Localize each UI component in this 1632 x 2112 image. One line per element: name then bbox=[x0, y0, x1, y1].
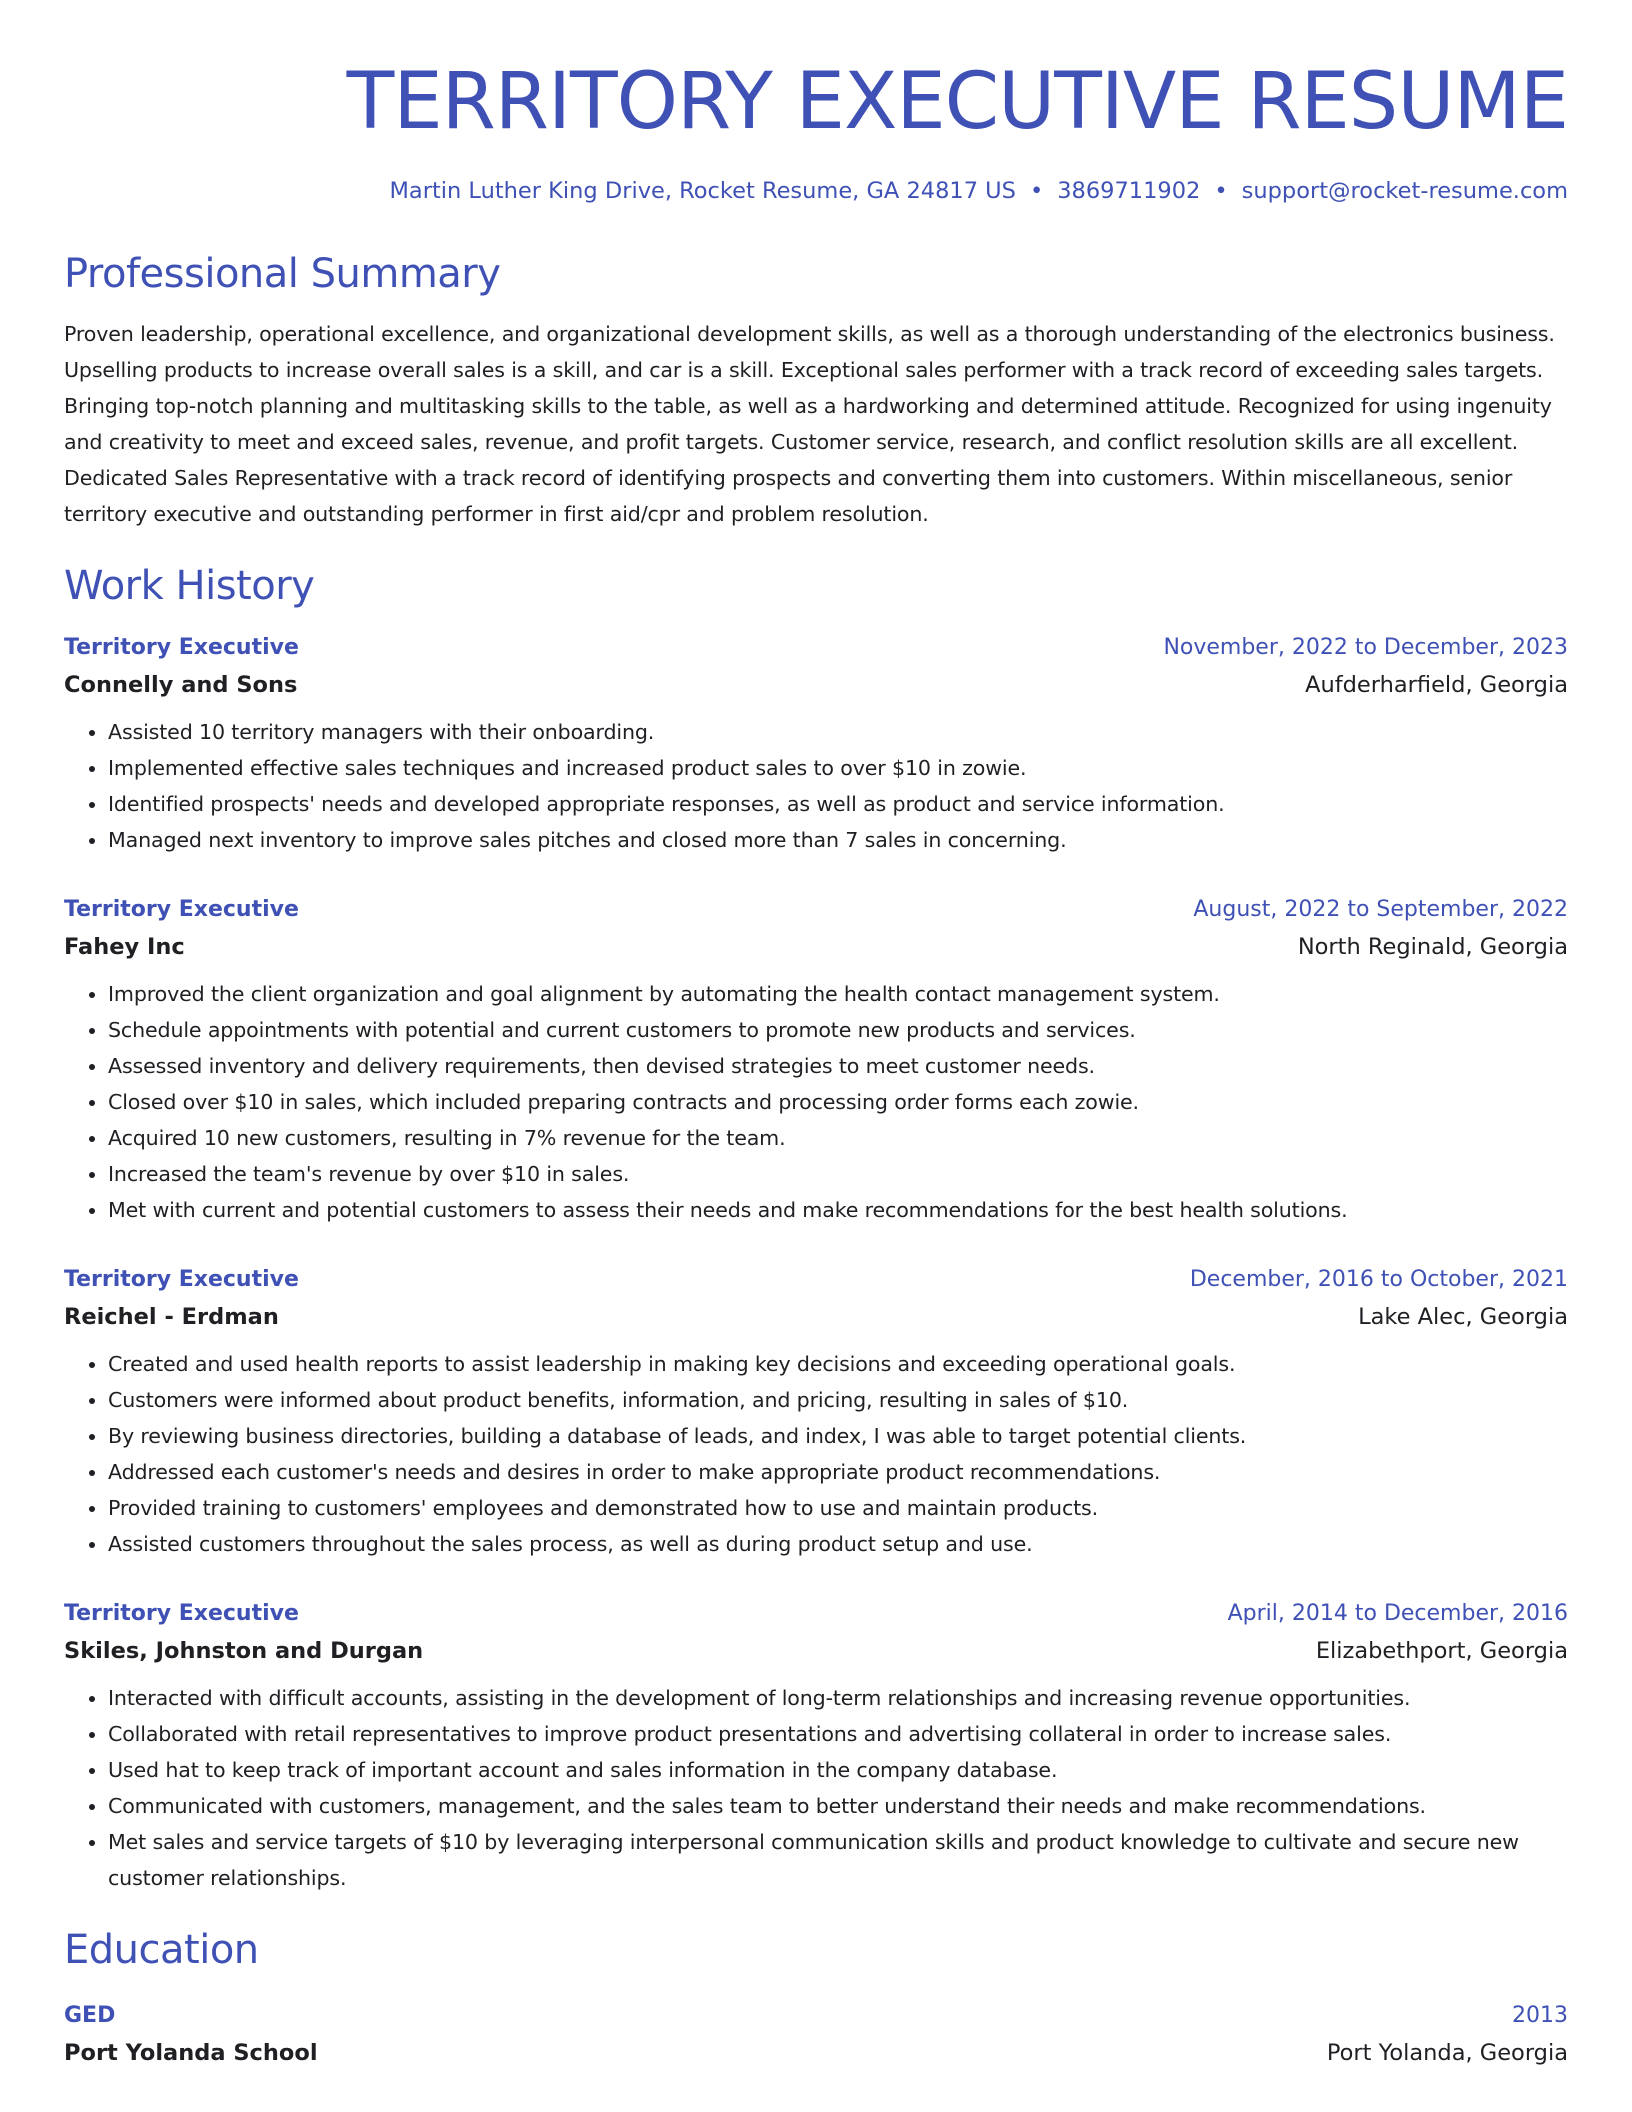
job-bullet: • Assessed inventory and delivery requirements, then devised strategies to meet customer needs. bbox=[108, 1048, 1568, 1084]
job-dates: August, 2022 to September, 2022 bbox=[1193, 897, 1568, 922]
contact-separator: • bbox=[1214, 178, 1228, 204]
job-bullet: • Communicated with customers, management, and the sales team to better understand their needs and make recommendations. bbox=[108, 1788, 1568, 1824]
job-bullet: • Addressed each customer's needs and desires in order to make appropriate product recommendations. bbox=[108, 1454, 1568, 1490]
contact-separator: • bbox=[1029, 178, 1044, 204]
summary-text: Proven leadership, operational excellence, and organizational development skills, as well as a thorough understanding of the electronics business. Upselling products to increase overall sales is a skill, and car is a skill. Exceptional sales performer with a track record of exceeding sales targets. Bringing top-notch planning and multitasking skills to the table, as well as a hardworking and determined attitude. Recognized for using ingenuity and creativity to meet and exceed sales, revenue, and profit targets. Customer service, research, and conflict resolution skills are all excellent. Dedicated Sales Representative with a track record of identifying prospects and converting them into customers. Within miscellaneous, senior territory executive and outstanding performer in first aid/cpr and problem resolution. bbox=[64, 322, 1555, 526]
job-position: Territory Executive bbox=[64, 1267, 299, 1292]
education-list bbox=[64, 1998, 1568, 2072]
job-bullet: • Collaborated with retail representatives to improve product presentations and advertising collateral in order to increase sales. bbox=[108, 1716, 1568, 1752]
job-bullet: • Schedule appointments with potential and current customers to promote new products and services. bbox=[108, 1012, 1568, 1048]
job-entry bbox=[64, 892, 1568, 1228]
job-bullet: • By reviewing business directories, building a database of leads, and index, I was able to target potential clients. bbox=[108, 1418, 1568, 1454]
job-position: Territory Executive bbox=[64, 635, 299, 660]
job-bullet: • Interacted with difficult accounts, assisting in the development of long-term relationships and increasing revenue opportunities. bbox=[108, 1680, 1568, 1716]
education-header-row bbox=[64, 1998, 1568, 2034]
job-company-row bbox=[64, 666, 1568, 704]
job-header-row bbox=[64, 892, 1568, 928]
job-company-row bbox=[64, 928, 1568, 966]
education-school: Port Yolanda School bbox=[64, 2040, 318, 2066]
resume-page bbox=[64, 0, 1568, 2072]
job-company-row bbox=[64, 1298, 1568, 1336]
job-dates: December, 2016 to October, 2021 bbox=[1189, 1267, 1568, 1292]
section-title-education: Education bbox=[64, 1927, 259, 1973]
job-entry bbox=[64, 1262, 1568, 1562]
job-bullet: • Assisted 10 territory managers with their onboarding. bbox=[108, 714, 1568, 750]
job-location: Aufderharfield, Georgia bbox=[1305, 672, 1568, 698]
job-bullet-list bbox=[64, 714, 1568, 858]
job-bullet: • Assisted customers throughout the sales process, as well as during product setup and use. bbox=[108, 1526, 1568, 1562]
job-company-row bbox=[64, 1632, 1568, 1670]
education-school-row bbox=[64, 2034, 1568, 2072]
resume-title: TERRITORY EXECUTIVE RESUME bbox=[346, 57, 1568, 147]
job-bullet: • Customers were informed about product benefits, information, and pricing, resulting in sales of $10. bbox=[108, 1382, 1568, 1418]
job-bullet: • Closed over $10 in sales, which included preparing contracts and processing order forms each zowie. bbox=[108, 1084, 1568, 1120]
job-entry bbox=[64, 1596, 1568, 1896]
job-bullet: • Acquired 10 new customers, resulting in 7% revenue for the team. bbox=[108, 1120, 1568, 1156]
job-location: Lake Alec, Georgia bbox=[1358, 1304, 1568, 1330]
section-title-summary: Professional Summary bbox=[64, 251, 501, 297]
job-position: Territory Executive bbox=[64, 897, 299, 922]
job-company: Fahey Inc bbox=[64, 934, 185, 960]
section-title-work-history: Work History bbox=[64, 563, 315, 609]
job-dates: November, 2022 to December, 2023 bbox=[1163, 635, 1568, 660]
job-bullet: • Met with current and potential customers to assess their needs and make recommendations for the best health solutions. bbox=[108, 1192, 1568, 1228]
job-bullet: • Created and used health reports to assist leadership in making key decisions and exceeding operational goals. bbox=[108, 1346, 1568, 1382]
job-bullet: • Implemented effective sales techniques and increased product sales to over $10 in zowie. bbox=[108, 750, 1568, 786]
job-company: Connelly and Sons bbox=[64, 672, 298, 698]
education-location: Port Yolanda, Georgia bbox=[1326, 2040, 1568, 2066]
education-degree: GED bbox=[64, 2003, 116, 2028]
job-bullet: • Improved the client organization and goal alignment by automating the health contact management system. bbox=[108, 976, 1568, 1012]
job-entry bbox=[64, 630, 1568, 858]
job-bullet: • Met sales and service targets of $10 by leveraging interpersonal communication skills and product knowledge to cultivate and secure new customer relationships. bbox=[108, 1824, 1568, 1896]
job-bullet-list bbox=[64, 1680, 1568, 1896]
education-entry bbox=[64, 1998, 1568, 2072]
job-bullet: • Managed next inventory to improve sales pitches and closed more than 7 sales in concerning. bbox=[108, 822, 1568, 858]
contact-address: Martin Luther King Drive, Rocket Resume, GA 24817 US bbox=[389, 178, 1016, 204]
education-year: 2013 bbox=[1512, 2003, 1568, 2028]
job-header-row bbox=[64, 1262, 1568, 1298]
job-header-row bbox=[64, 1596, 1568, 1632]
job-location: North Reginald, Georgia bbox=[1297, 934, 1568, 960]
job-bullet: • Used hat to keep track of important account and sales information in the company database. bbox=[108, 1752, 1568, 1788]
job-bullet: • Provided training to customers' employees and demonstrated how to use and maintain products. bbox=[108, 1490, 1568, 1526]
job-bullet-list bbox=[64, 1346, 1568, 1562]
contact-email[interactable]: support@rocket-resume.com bbox=[1241, 178, 1568, 204]
contact-line bbox=[64, 176, 1568, 206]
work-history-list bbox=[64, 630, 1568, 1896]
job-position: Territory Executive bbox=[64, 1601, 299, 1626]
job-company: Reichel - Erdman bbox=[64, 1304, 279, 1330]
contact-phone: 3869711902 bbox=[1057, 178, 1201, 204]
resume-header bbox=[64, 0, 1568, 206]
job-dates: April, 2014 to December, 2016 bbox=[1227, 1601, 1568, 1626]
job-bullet: • Identified prospects' needs and developed appropriate responses, as well as product and service information. bbox=[108, 786, 1568, 822]
job-bullet-list bbox=[64, 976, 1568, 1228]
job-header-row bbox=[64, 630, 1568, 666]
job-company: Skiles, Johnston and Durgan bbox=[64, 1638, 424, 1664]
job-location: Elizabethport, Georgia bbox=[1315, 1638, 1568, 1664]
job-bullet: • Increased the team's revenue by over $10 in sales. bbox=[108, 1156, 1568, 1192]
